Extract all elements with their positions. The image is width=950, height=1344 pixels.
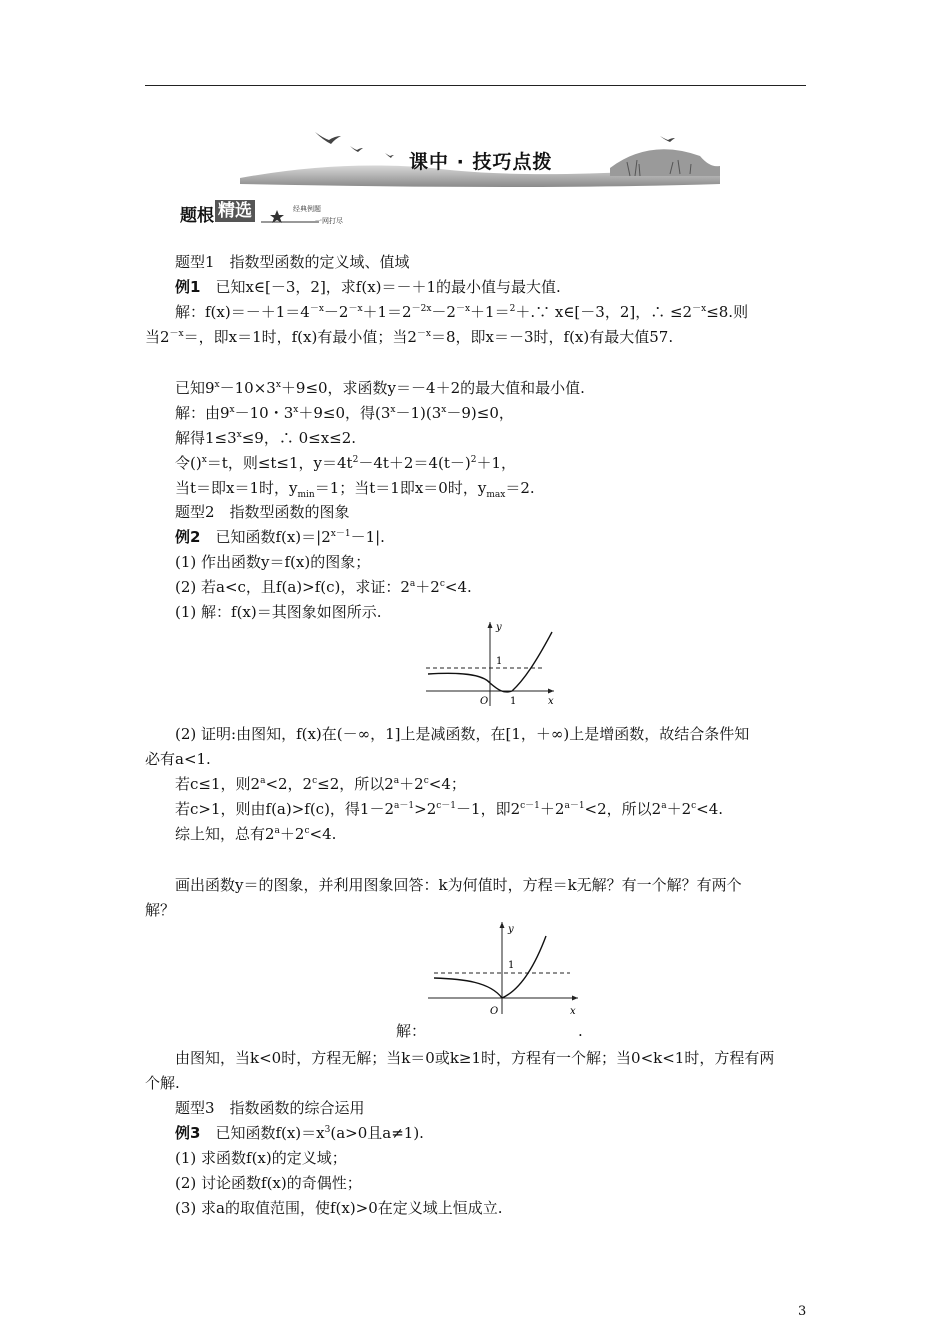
example2-proof-line4: 若c>1，则由f(a)>f(c)，得$1-2^{a-1}>2^{c-1}-1$，即$2^{c-1}+2^{a-1}<2$，所以$2^a+2^c<4$. [175,800,724,818]
example2-proof-line5: 综上知，总有$2^a+2^c<4$. [175,825,337,843]
example2-proof-line2: 必有a<1. [145,750,211,768]
heading-type1: 题型1 指数型函数的定义域、值域 [175,253,410,271]
solution1-line2: 当$2^{-x}=$，即x＝1时，f(x)有最小值；当$2^{-x}=8$，即x＝－3时，f(x)有最大值57. [145,328,674,346]
figure-graph-2 [424,918,584,1018]
example3-part1: (1) 求函数f(x)的定义域； [175,1149,347,1167]
tag-sub1: 经典例题 [293,205,321,213]
exercise2-conclusion-line2: 个解. [145,1074,180,1092]
example2: 例2 已知函数$f(x)=|2^{x-1}-1|$. [175,528,385,546]
page-number: 3 [798,1304,807,1319]
exercise1: 已知$9^x-10\times 3^x+9\le 0$，求函数y＝－4＋2的最大值和最小值. [175,379,585,397]
axis-x-label: x [570,1006,576,1017]
exercise2-solution-period: . [578,1022,583,1040]
axis-y-label: y [508,924,514,935]
axis-x-label: x [548,696,554,707]
tick-y-1: 1 [508,960,515,971]
origin-label: O [490,1006,499,1017]
tag-main: 题根 [180,206,214,226]
tick-y-1: 1 [496,656,503,667]
example2-proof-line1: (2) 证明:由图知，f(x)在(－∞，1]上是减函数，在[1，＋∞)上是增函数，故结合条件知 [175,725,750,743]
tag-sub2: 一网打尽 [315,217,343,225]
exercise2-conclusion-line1: 由图知，当k<0时，方程无解；当k＝0或k≥1时，方程有一个解；当0<k<1时，方程有两 [175,1049,775,1067]
example-label: 例3 [175,1124,201,1142]
origin-label: O [480,696,489,707]
example2-proof-line3: 若c≤1，则$2^a<2$，$2^c\le 2$，所以$2^a+2^c<4$； [175,775,466,793]
top-rule [145,85,806,86]
example2-solution1: (1) 解：f(x)＝其图象如图所示. [175,603,382,621]
solution2-line1: 解：由$9^x-10$・$3^x+9\le 0$，得$(3^x-1)(3^x-9)\le 0$， [175,404,514,422]
solution2-line2: 解得$1\le 3^x\le 9$，∴ 0≤x≤2. [175,429,357,447]
section-tag [175,200,375,226]
figure-graph-1 [420,618,560,710]
example1: 例1 已知x∈[－3，2]，求f(x)＝－＋1的最小值与最大值. [175,278,561,296]
example3-part3: (3) 求a的取值范围，使f(x)>0在定义域上恒成立. [175,1199,503,1217]
example2-part2: (2) 若a<c，且f(a)>f(c)，求证：$2^a+2^c<4$. [175,578,472,596]
banner-title: 课中 · 技巧点拨 [409,151,553,173]
tick-x-1: 1 [510,696,517,707]
tag-box: 精选 [215,200,255,222]
solution2-line3: 令()$^x$＝t，则≤t≤1，$y=4t^2-4t+2=4(t-)^2+1$， [175,454,516,472]
example3: 例3 已知函数$f(x)=x^3(a>0$且a≠1). [175,1124,424,1142]
example3-part2: (2) 讨论函数f(x)的奇偶性； [175,1174,362,1192]
heading-type3: 题型3 指数函数的综合运用 [175,1099,365,1117]
axis-y-label: y [496,622,502,633]
solution1-line1: 解：$f(x)=-+1=4^{-x}-2^{-x}+1=2^{-2x}-2^{-x}+1=^2+.\because$ x∈[－3，2]，∴ $\le 2^{-x}\le 8$.则 [175,303,749,321]
solution2-line4: 当t＝即x＝1时，$y_{min}=1$；当t＝1即x＝0时，$y_{max}=2$. [175,479,535,500]
example2-part1: (1) 作出函数y＝f(x)的图象； [175,553,371,571]
example-label: 例2 [175,528,201,546]
exercise2-solution-label: 解： [396,1022,427,1040]
exercise2-line1: 画出函数y＝的图象，并利用图象回答：k为何值时，方程＝k无解？有一个解？有两个 [175,876,742,894]
heading-type2: 题型2 指数型函数的图象 [175,503,350,521]
exercise2-line2: 解？ [145,901,176,919]
example-label: 例1 [175,278,201,296]
